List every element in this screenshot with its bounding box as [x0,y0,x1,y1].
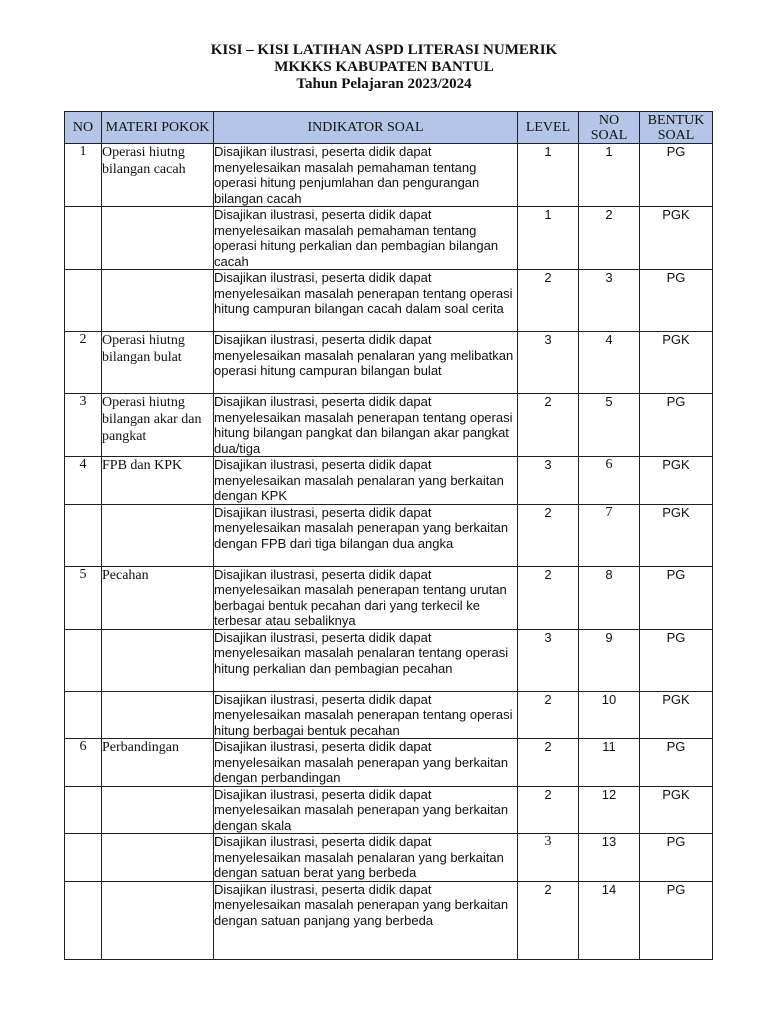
row-no-soal: 13 [579,834,640,882]
row-materi: Operasi hiutng bilangan akar dan pangkat [102,394,214,457]
header-indikator: INDIKATOR SOAL [214,112,518,144]
row-indikator: Disajikan ilustrasi, peserta didik dapat menyelesaikan masalah penerapan yang berkaitan dengan perbandingan [214,739,518,787]
row-no [65,786,102,834]
table-row [65,834,713,882]
row-indikator: Disajikan ilustrasi, peserta didik dapat menyelesaikan masalah penalaran yang berkaitan dengan satuan berat yang berbeda [214,834,518,882]
table-row [65,739,713,787]
row-bentuk: PG [640,834,713,882]
kisi-table [64,111,713,960]
row-indikator: Disajikan ilustrasi, peserta didik dapat menyelesaikan masalah penalaran yang melibatkan operasi hitung campuran bilangan bulat [214,332,518,394]
table-row [65,504,713,566]
row-no [65,834,102,882]
row-indikator: Disajikan ilustrasi, peserta didik dapat menyelesaikan masalah penalaran tentang operasi hitung perkalian dan pembagian pecahan [214,629,518,691]
table-row [65,881,713,959]
table-row [65,786,713,834]
row-materi: Perbandingan [102,739,214,787]
row-level: 3 [518,629,579,691]
row-level: 3 [518,834,579,882]
row-no-soal: 7 [579,504,640,566]
row-materi [102,504,214,566]
row-no [65,270,102,332]
row-no-soal: 6 [579,457,640,505]
table-row [65,457,713,505]
row-no: 3 [65,394,102,457]
table-row [65,629,713,691]
table-row [65,332,713,394]
table-row [65,394,713,457]
row-level: 3 [518,332,579,394]
row-bentuk: PG [640,881,713,959]
row-indikator: Disajikan ilustrasi, peserta didik dapat menyelesaikan masalah penalaran yang berkaitan dengan KPK [214,457,518,505]
header-materi: MATERI POKOK [102,112,214,144]
table-row [65,270,713,332]
row-level: 3 [518,457,579,505]
row-bentuk: PGK [640,691,713,739]
row-no-soal: 14 [579,881,640,959]
row-no-soal: 11 [579,739,640,787]
row-no-soal: 8 [579,566,640,629]
row-materi [102,786,214,834]
table-row [65,207,713,270]
row-indikator: Disajikan ilustrasi, peserta didik dapat menyelesaikan masalah pemahaman tentang operasi hitung penjumlahan dan pengurangan bilangan cacah [214,144,518,207]
row-materi [102,834,214,882]
row-no-soal: 1 [579,144,640,207]
row-bentuk: PGK [640,332,713,394]
row-level: 1 [518,207,579,270]
row-materi [102,881,214,959]
row-no-soal: 2 [579,207,640,270]
table-row [65,566,713,629]
row-no [65,207,102,270]
row-no [65,629,102,691]
row-no-soal: 4 [579,332,640,394]
row-bentuk: PG [640,566,713,629]
header-level: LEVEL [518,112,579,144]
row-materi [102,207,214,270]
row-materi: Operasi hiutng bilangan cacah [102,144,214,207]
row-level: 2 [518,270,579,332]
row-no-soal: 12 [579,786,640,834]
row-indikator: Disajikan ilustrasi, peserta didik dapat menyelesaikan masalah penerapan yang berkaitan dengan satuan panjang yang berbeda [214,881,518,959]
row-bentuk: PG [640,270,713,332]
row-level: 2 [518,691,579,739]
row-level: 2 [518,881,579,959]
row-indikator: Disajikan ilustrasi, peserta didik dapat menyelesaikan masalah penerapan tentang operasi hitung campuran bilangan cacah dalam soal cerita [214,270,518,332]
row-no-soal: 3 [579,270,640,332]
row-materi: FPB dan KPK [102,457,214,505]
row-bentuk: PGK [640,457,713,505]
title-line-3: Tahun Pelajaran 2023/2024 [296,76,472,92]
row-no-soal: 10 [579,691,640,739]
row-bentuk: PG [640,144,713,207]
row-bentuk: PGK [640,786,713,834]
row-no-soal: 9 [579,629,640,691]
row-level: 2 [518,739,579,787]
row-materi [102,270,214,332]
table-row [65,144,713,207]
row-materi [102,629,214,691]
table-row [65,691,713,739]
row-materi: Pecahan [102,566,214,629]
document-title [0,42,768,93]
row-no-soal: 5 [579,394,640,457]
row-indikator: Disajikan ilustrasi, peserta didik dapat menyelesaikan masalah penerapan tentang operasi hitung berbagai bentuk pecahan [214,691,518,739]
table-header-row [65,112,713,144]
row-no: 5 [65,566,102,629]
row-bentuk: PGK [640,504,713,566]
header-no: NO [65,112,102,144]
row-level: 2 [518,504,579,566]
row-indikator: Disajikan ilustrasi, peserta didik dapat menyelesaikan masalah penerapan tentang urutan berbagai bentuk pecahan dari yang terkecil ke terbesar atau sebaliknya [214,566,518,629]
row-materi: Operasi hiutng bilangan bulat [102,332,214,394]
row-indikator: Disajikan ilustrasi, peserta didik dapat menyelesaikan masalah penerapan yang berkaitan dengan FPB dari tiga bilangan dua angka [214,504,518,566]
row-bentuk: PG [640,394,713,457]
title-line-1: KISI – KISI LATIHAN ASPD LITERASI NUMERIK [210,42,558,58]
row-no: 6 [65,739,102,787]
row-indikator: Disajikan ilustrasi, peserta didik dapat menyelesaikan masalah penerapan yang berkaitan dengan skala [214,786,518,834]
row-no: 4 [65,457,102,505]
row-no: 2 [65,332,102,394]
row-no [65,881,102,959]
row-indikator: Disajikan ilustrasi, peserta didik dapat menyelesaikan masalah pemahaman tentang operasi hitung perkalian dan pembagian bilangan cacah [214,207,518,270]
row-no [65,691,102,739]
row-materi [102,691,214,739]
row-level: 2 [518,394,579,457]
header-bentuk: BENTUK SOAL [640,112,713,144]
row-level: 2 [518,786,579,834]
header-no-soal: NO SOAL [579,112,640,144]
row-bentuk: PG [640,739,713,787]
title-line-2: MKKKS KABUPATEN BANTUL [274,59,494,75]
row-level: 1 [518,144,579,207]
row-no [65,504,102,566]
row-bentuk: PG [640,629,713,691]
row-bentuk: PGK [640,207,713,270]
row-indikator: Disajikan ilustrasi, peserta didik dapat menyelesaikan masalah penerapan tentang operasi hitung bilangan pangkat dan bilangan akar pangkat dua/tiga [214,394,518,457]
row-no: 1 [65,144,102,207]
row-level: 2 [518,566,579,629]
